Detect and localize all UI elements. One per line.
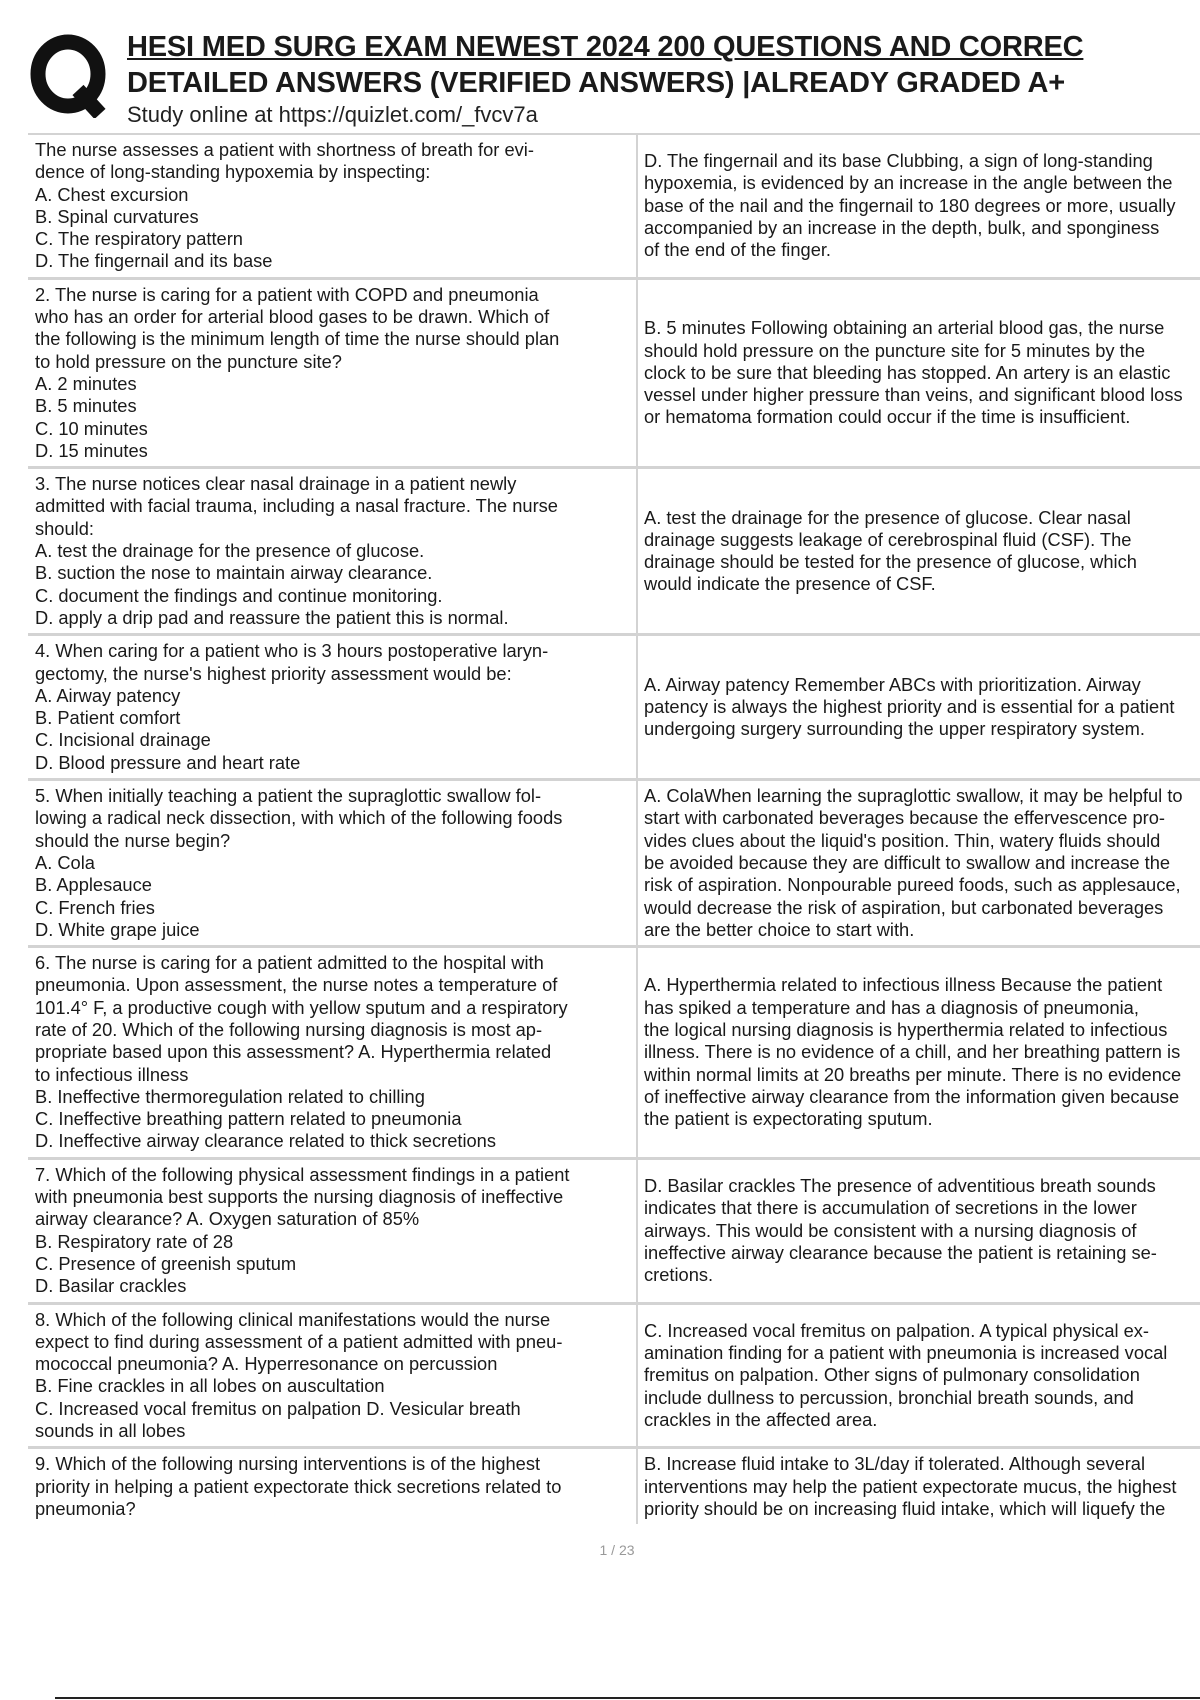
answer-text-line: A. Airway patency Remember ABCs with prioritization. Airway [644,673,1141,695]
table-row [28,1448,1200,1524]
question-text-line: C. French fries [35,896,155,918]
answer-text-line: B. Increase fluid intake to 3L/day if tolerated. Although several [644,1453,1146,1475]
answer-text-line: indicates that there is accumulation of secretions in the lower [644,1197,1137,1219]
question-cell [28,947,637,1159]
footer-divider [55,1697,1200,1699]
table-row [28,635,1200,780]
answer-text-line: D. The fingernail and its base Clubbing, a sign of long-standing [644,150,1153,172]
question-cell [28,278,637,467]
question-text-line: gectomy, the nurse's highest priority assessment would be: [35,662,512,684]
question-text-line: pneumonia? [35,1497,136,1519]
question-text-line: B. suction the nose to maintain airway clearance. [35,562,433,584]
answer-cell [637,1158,1200,1303]
answer-text-line: B. 5 minutes Following obtaining an arterial blood gas, the nurse [644,317,1165,339]
study-online-link[interactable]: Study online at https://quizlet.com/_fvcv7a [127,102,538,127]
question-text-line: C. Ineffective breathing pattern related to pneumonia [35,1108,462,1130]
table-row [28,468,1200,635]
question-text-line: dence of long-standing hypoxemia by inspecting: [35,161,431,183]
answer-text-line: hypoxemia, is evidenced by an increase in the angle between the [644,172,1173,194]
question-text-line: mococcal pneumonia? A. Hyperresonance on percussion [35,1353,498,1375]
question-text-line: to infectious illness [35,1063,189,1085]
answer-text-line: the patient is expectorating sputum. [644,1108,933,1130]
question-text-line: B. Fine crackles in all lobes on auscultation [35,1375,385,1397]
question-text-line: D. The fingernail and its base [35,250,273,272]
question-text-line: propriate based upon this assessment? A. Hyperthermia related [35,1041,552,1063]
answer-text-line: C. Increased vocal fremitus on palpation. A typical physical ex- [644,1319,1150,1341]
page-number: 1 / 23 [599,1542,635,1558]
answer-text-line: interventions may help the patient expectorate mucus, the highest [644,1475,1177,1497]
answer-text-line: fremitus on palpation. Other signs of pulmonary consolidation [644,1364,1140,1386]
answer-text-line: D. Basilar crackles The presence of adventitious breath sounds [644,1174,1156,1196]
question-cell [28,134,637,278]
quizlet-logo-icon [30,32,110,118]
answer-text-line: cretions. [644,1264,714,1286]
question-text-line: with pneumonia best supports the nursing diagnosis of ineffective [35,1186,564,1208]
question-text-line: 6. The nurse is caring for a patient admitted to the hospital with [35,952,544,974]
question-text-line: D. apply a drip pad and reassure the patient this is normal. [35,606,509,628]
question-text-line: B. Patient comfort [35,707,181,729]
question-text-line: 8. Which of the following clinical manifestations would the nurse [35,1308,551,1330]
question-cell [28,1158,637,1303]
question-text-line: should the nurse begin? [35,829,231,851]
answer-text-line: airways. This would be consistent with a nursing diagnosis of [644,1219,1137,1241]
answer-text-line: priority should be on increasing fluid intake, which will liquefy the [644,1497,1166,1519]
document-title-line-2: DETAILED ANSWERS (VERIFIED ANSWERS) |ALREADY GRADED A+ [127,67,1065,99]
answer-text-line: A. test the drainage for the presence of glucose. Clear nasal [644,506,1131,528]
question-text-line: B. Spinal curvatures [35,205,199,227]
question-cell [28,635,637,780]
question-text-line: lowing a radical neck dissection, with which of the following foods [35,807,563,829]
answer-text-line: A. ColaWhen learning the supraglottic swallow, it may be helpful to [644,785,1183,807]
answer-text-line: drainage should be tested for the presence of glucose, which [644,551,1137,573]
question-text-line: sounds in all lobes [35,1420,186,1442]
answer-text-line: undergoing surgery surrounding the upper respiratory system. [644,718,1145,740]
question-text-line: 4. When caring for a patient who is 3 hours postoperative laryn- [35,640,549,662]
answer-text-line: accompanied by an increase in the depth, bulk, and sponginess [644,217,1160,239]
answer-text-line: include dullness to percussion, bronchial breath sounds, and [644,1386,1134,1408]
question-text-line: who has an order for arterial blood gases to be drawn. Which of [35,306,550,328]
question-text-line: admitted with facial trauma, including a nasal fracture. The nurse [35,495,558,517]
answer-text-line: would indicate the presence of CSF. [644,573,936,595]
answer-text-line: ineffective airway clearance because the patient is retaining se- [644,1241,1157,1263]
question-text-line: 101.4° F, a productive cough with yellow sputum and a respiratory [35,996,568,1018]
question-answer-table [28,133,1200,1524]
question-text-line: to hold pressure on the puncture site? [35,350,342,372]
question-text-line: B. Applesauce [35,874,152,896]
answer-text-line: be avoided because they are difficult to swallow and increase the [644,851,1171,873]
answer-cell [637,1303,1200,1448]
question-text-line: rate of 20. Which of the following nursing diagnosis is most ap- [35,1018,543,1040]
answer-text-line: has spiked a temperature and has a diagnosis of pneumonia, [644,996,1139,1018]
question-cell [28,468,637,635]
answer-text-line: of the end of the finger. [644,239,832,261]
question-text-line: B. Ineffective thermoregulation related to chilling [35,1085,425,1107]
answer-cell [637,635,1200,780]
answer-cell [637,134,1200,278]
answer-text-line: illness. There is no evidence of a chill, and her breathing pattern is [644,1041,1181,1063]
table-row [28,947,1200,1159]
question-text-line: A. 2 minutes [35,372,137,394]
answer-text-line: would decrease the risk of aspiration, but carbonated beverages [644,896,1164,918]
question-text-line: C. Incisional drainage [35,729,211,751]
question-text-line: D. Ineffective airway clearance related to thick secretions [35,1130,496,1152]
question-text-line: 7. Which of the following physical assessment findings in a patient [35,1163,570,1185]
answer-text-line: of ineffective airway clearance from the information given because [644,1085,1180,1107]
question-text-line: C. Presence of greenish sputum [35,1252,297,1274]
question-text-line: should: [35,517,94,539]
question-text-line: A. Chest excursion [35,183,189,205]
question-cell [28,1303,637,1448]
question-text-line: the following is the minimum length of time the nurse should plan [35,328,560,350]
question-text-line: C. document the findings and continue monitoring. [35,584,443,606]
question-text-line: D. 15 minutes [35,439,148,461]
question-text-line: B. Respiratory rate of 28 [35,1230,234,1252]
answer-text-line: drainage suggests leakage of cerebrospinal fluid (CSF). The [644,528,1132,550]
answer-text-line: vides clues about the liquid's position. Thin, watery fluids should [644,829,1161,851]
question-text-line: expect to find during assessment of a patient admitted with pneu- [35,1330,563,1352]
question-cell [28,780,637,947]
question-text-line: C. 10 minutes [35,417,148,439]
table-row [28,278,1200,467]
question-text-line: D. White grape juice [35,918,200,940]
table-row [28,134,1200,278]
answer-cell [637,278,1200,467]
answer-text-line: clock to be sure that bleeding has stopped. An artery is an elastic [644,361,1171,383]
question-text-line: D. Basilar crackles [35,1275,187,1297]
question-text-line: B. 5 minutes [35,395,137,417]
question-text-line: 3. The nurse notices clear nasal drainage in a patient newly [35,473,517,495]
answer-text-line: are the better choice to start with. [644,918,915,940]
answer-text-line: amination finding for a patient with pneumonia is increased vocal [644,1341,1168,1363]
answer-text-line: start with carbonated beverages because the effervescence pro- [644,807,1165,829]
question-text-line: A. test the drainage for the presence of glucose. [35,540,425,562]
answer-cell [637,947,1200,1159]
answer-text-line: within normal limits at 20 breaths per minute. There is no evidence [644,1063,1182,1085]
question-text-line: priority in helping a patient expectorate thick secretions related to [35,1475,562,1497]
question-text-line: 2. The nurse is caring for a patient with COPD and pneumonia [35,283,539,305]
table-row [28,1303,1200,1448]
answer-text-line: should hold pressure on the puncture site for 5 minutes by the [644,339,1146,361]
question-text-line: D. Blood pressure and heart rate [35,751,301,773]
answer-text-line: or hematoma formation could occur if the time is insufficient. [644,406,1131,428]
table-row [28,780,1200,947]
answer-cell [637,780,1200,947]
answer-text-line: patency is always the highest priority and is essential for a patient [644,695,1175,717]
answer-text-line: base of the nail and the fingernail to 180 degrees or more, usually [644,194,1176,216]
question-text-line: airway clearance? A. Oxygen saturation of 85% [35,1208,420,1230]
question-text-line: C. The respiratory pattern [35,228,243,250]
answer-text-line: risk of aspiration. Nonpourable pureed foods, such as applesauce, [644,874,1181,896]
question-text-line: The nurse assesses a patient with shortness of breath for evi- [35,139,534,160]
answer-text-line: crackles in the affected area. [644,1408,878,1430]
question-text-line: A. Airway patency [35,684,181,706]
answer-text-line: vessel under higher pressure than veins, and significant blood loss [644,384,1183,406]
question-cell [28,1448,637,1524]
answer-text-line: the logical nursing diagnosis is hyperthermia related to infectious [644,1018,1168,1040]
question-text-line: 9. Which of the following nursing interventions is of the highest [35,1453,541,1475]
document-title-line-1: HESI MED SURG EXAM NEWEST 2024 200 QUESTIONS AND CORREC [127,31,1084,63]
answer-text-line: A. Hyperthermia related to infectious illness Because the patient [644,974,1163,996]
question-text-line: 5. When initially teaching a patient the supraglottic swallow fol- [35,785,542,807]
question-text-line: A. Cola [35,851,95,873]
question-text-line: C. Increased vocal fremitus on palpation D. Vesicular breath [35,1397,521,1419]
answer-cell [637,468,1200,635]
table-row [28,1158,1200,1303]
question-text-line: pneumonia. Upon assessment, the nurse notes a temperature of [35,974,558,996]
answer-cell [637,1448,1200,1524]
